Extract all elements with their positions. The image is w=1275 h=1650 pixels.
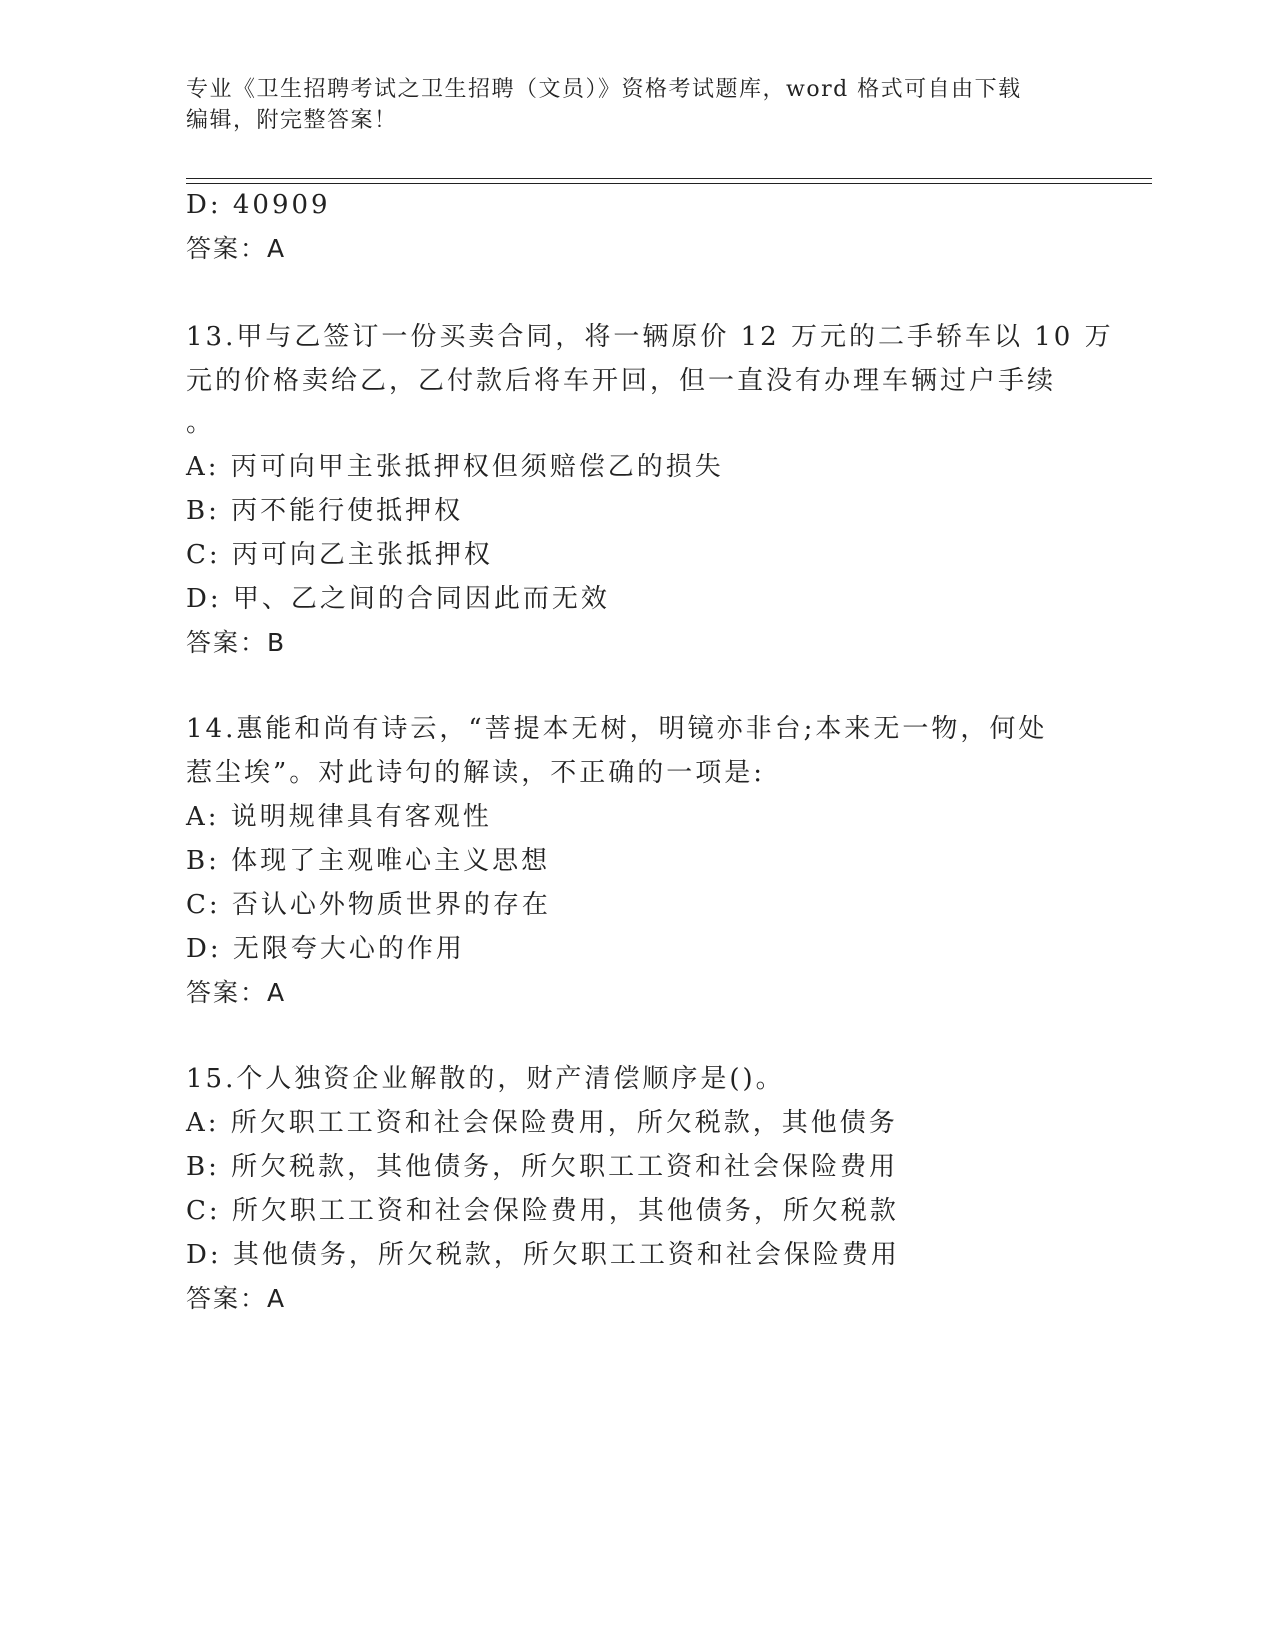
- q15-stem-line-1: 15.个人独资企业解散的，财产清偿顺序是()。: [186, 1064, 785, 1094]
- q15-option-c: C: 所欠职工工资和社会保险费用，其他债务，所欠税款: [186, 1196, 899, 1226]
- prev-option-d: D: 40909: [186, 190, 331, 220]
- q13-stem-line-1: 13.甲与乙签订一份买卖合同，将一辆原价 12 万元的二手轿车以 10 万: [186, 322, 1114, 352]
- q14-stem-line-1: 14.惠能和尚有诗云，“菩提本无树，明镜亦非台;本来无一物，何处: [186, 714, 1048, 744]
- prev-answer: 答案：A: [186, 234, 287, 263]
- q13-stem-line-2: 元的价格卖给乙，乙付款后将车开回，但一直没有办理车辆过户手续: [186, 366, 1057, 396]
- header-line-2: 编辑，附完整答案！: [186, 108, 398, 133]
- header-rule-top: [186, 178, 1152, 179]
- q14-stem-line-2: 惹尘埃”。对此诗句的解读，不正确的一项是:: [186, 758, 766, 788]
- q14-option-d: D: 无限夸大心的作用: [186, 934, 465, 964]
- q13-answer: 答案：B: [186, 628, 287, 657]
- q14-option-a: A: 说明规律具有客观性: [186, 802, 492, 832]
- q15-answer: 答案：A: [186, 1284, 287, 1313]
- q13-stem-line-3: 。: [186, 408, 216, 438]
- header-line-1: 专业《卫生招聘考试之卫生招聘（文员）》资格考试题库，word 格式可自由下载: [186, 77, 1022, 102]
- q14-option-b: B: 体现了主观唯心主义思想: [186, 846, 551, 876]
- q15-option-d: D: 其他债务，所欠税款，所欠职工工资和社会保险费用: [186, 1240, 900, 1270]
- q13-option-d: D: 甲、乙之间的合同因此而无效: [186, 584, 610, 614]
- document-header: [186, 74, 1086, 136]
- q14-answer: 答案：A: [186, 978, 287, 1007]
- q13-option-a: A: 丙可向甲主张抵押权但须赔偿乙的损失: [186, 452, 724, 482]
- q15-option-a: A: 所欠职工工资和社会保险费用，所欠税款，其他债务: [186, 1108, 898, 1138]
- header-rule-bottom: [186, 183, 1152, 184]
- q13-option-c: C: 丙可向乙主张抵押权: [186, 540, 493, 570]
- q14-option-c: C: 否认心外物质世界的存在: [186, 890, 551, 920]
- q13-option-b: B: 丙不能行使抵押权: [186, 496, 464, 526]
- q15-option-b: B: 所欠税款，其他债务，所欠职工工资和社会保险费用: [186, 1152, 899, 1182]
